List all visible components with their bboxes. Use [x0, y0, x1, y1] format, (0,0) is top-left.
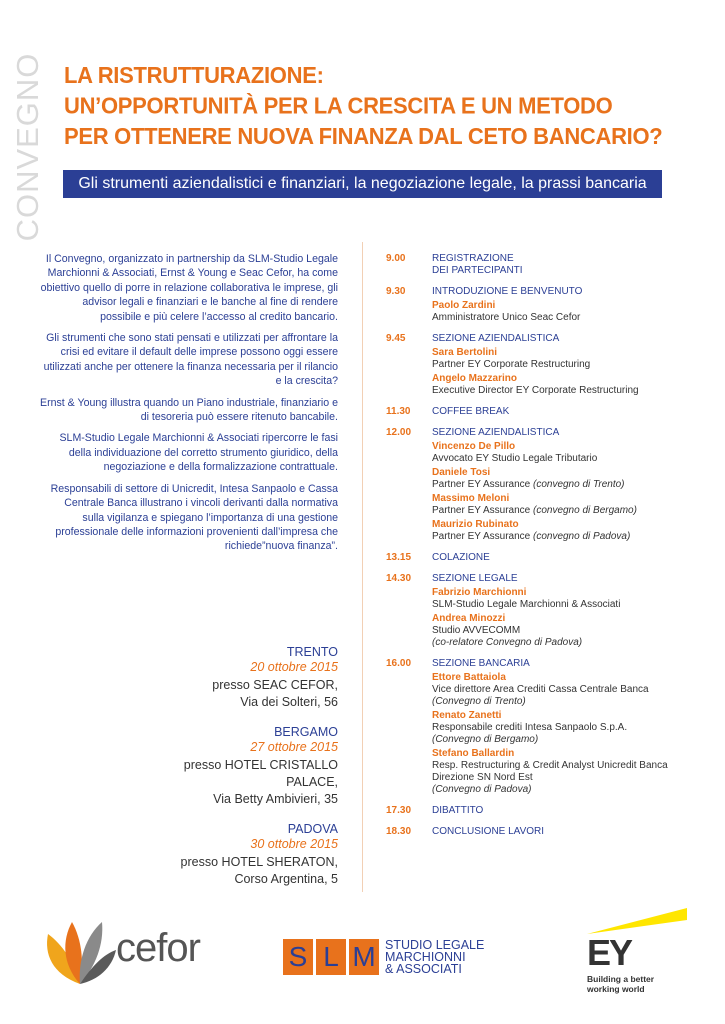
event-address: Via dei Solteri, 56	[240, 695, 338, 709]
speaker-role: Vice direttore Area Crediti Cassa Centrale Banca	[432, 684, 649, 695]
slot-body	[432, 552, 716, 564]
slot-heading: REGISTRAZIONE DEI PARTECIPANTI	[432, 253, 523, 276]
program-slot	[386, 552, 716, 564]
slot-heading: SEZIONE LEGALE	[432, 573, 518, 584]
speaker	[432, 441, 716, 465]
column-divider	[362, 242, 363, 892]
program-slot	[386, 333, 716, 397]
slot-time: 9.00	[386, 253, 406, 264]
ey-tagline-line: Building a better	[587, 974, 655, 984]
slm-letter-s: S	[283, 939, 313, 975]
subtitle-banner: Gli strumenti aziendalistici e finanziari, la negoziazione legale, la prassi bancaria	[63, 170, 662, 198]
speaker-role: Responsabile crediti Intesa Sanpaolo S.p.A.	[432, 722, 628, 733]
slot-time: 18.30	[386, 826, 412, 837]
event-bergamo	[140, 725, 338, 808]
slm-name	[385, 939, 484, 975]
speaker	[432, 748, 716, 796]
slot-heading: DIBATTITO	[432, 805, 484, 816]
slot-heading: INTRODUZIONE E BENVENUTO	[432, 286, 583, 297]
program-slot	[386, 406, 716, 418]
slm-letter-l: L	[316, 939, 346, 975]
speaker	[432, 467, 716, 491]
intro-paragraph: SLM-Studio Legale Marchionni & Associati ripercorre le fasi della individuazione del corretto strumento giuridico, della negoziazione e della formalizzazione contrattuale.	[59, 432, 338, 474]
speaker-name: Stefano Ballardin	[432, 748, 515, 759]
ey-tagline-line: working world	[587, 984, 645, 994]
event-date: 20 ottobre 2015	[250, 660, 338, 674]
speaker	[432, 710, 716, 746]
speaker-role-text: Partner EY Assurance	[432, 531, 531, 542]
event-list	[140, 645, 338, 902]
slm-logo	[283, 939, 484, 975]
speaker-name: Paolo Zardini	[432, 300, 496, 311]
event-city: PADOVA	[287, 822, 338, 836]
slot-time: 16.00	[386, 658, 412, 669]
slot-body	[432, 333, 716, 397]
speaker-role: Resp. Restructuring & Credit Analyst Unicredit Banca Direzione SN Nord Est	[432, 760, 668, 783]
slot-body	[432, 286, 716, 324]
event-date: 30 ottobre 2015	[250, 837, 338, 851]
intro-text	[40, 252, 338, 561]
event-venue: presso HOTEL CRISTALLO PALACE,	[183, 758, 338, 789]
ey-mark: EY	[587, 932, 632, 973]
speaker-name: Maurizio Rubinato	[432, 519, 519, 530]
event-venue: presso SEAC CEFOR,	[212, 678, 338, 692]
title-line: LA RISTRUTTURAZIONE:	[64, 61, 324, 89]
speaker-name: Ettore Battaiola	[432, 672, 506, 683]
intro-paragraph: Ernst & Young illustra quando un Piano industriale, finanziario e di tesoreria può essere ritenuto bancabile.	[40, 396, 339, 424]
slm-text-line: MARCHIONNI	[385, 950, 466, 964]
slm-text-line: & ASSOCIATI	[385, 962, 462, 976]
intro-paragraph: Gli strumenti che sono stati pensati e utilizzati per affrontare la crisi ed evitare il default delle imprese possono oggi essere utilizzati anche per ottenere la finanza necessaria per il rilancio e la crescita?	[43, 332, 338, 388]
speaker-name: Renato Zanetti	[432, 710, 502, 721]
speaker-role: Partner EY Corporate Restructuring	[432, 359, 591, 370]
event-city: BERGAMO	[274, 725, 338, 739]
speaker-note: (Convegno di Bergamo)	[432, 734, 539, 745]
slm-letter-m: M	[349, 939, 379, 975]
speaker-name: Sara Bertolini	[432, 347, 498, 358]
program-slot	[386, 658, 716, 796]
speaker	[432, 347, 716, 371]
speaker-role: Avvocato EY Studio Legale Tributario	[432, 453, 598, 464]
page-title	[64, 60, 704, 151]
speaker-note: (Convegno di Trento)	[432, 696, 526, 707]
slot-heading: SEZIONE AZIENDALISTICA	[432, 333, 560, 344]
speaker	[432, 587, 716, 611]
program-slot	[386, 427, 716, 543]
slot-heading: COLAZIONE	[432, 552, 490, 563]
program-slot	[386, 253, 716, 277]
speaker-name: Massimo Meloni	[432, 493, 510, 504]
slot-time: 9.30	[386, 286, 406, 297]
slot-body	[432, 406, 716, 418]
side-label: CONVEGNO	[10, 52, 45, 242]
speaker-role-text: Partner EY Assurance	[432, 479, 531, 490]
event-city: TRENTO	[286, 645, 338, 659]
event-trento	[140, 645, 338, 711]
slot-heading: SEZIONE BANCARIA	[432, 658, 530, 669]
slot-body	[432, 427, 716, 543]
title-line: PER OTTENERE NUOVA FINANZA DAL CETO BANCARIO?	[64, 122, 663, 150]
speaker-role: SLM-Studio Legale Marchionni & Associati	[432, 599, 621, 610]
speaker-note: (convegno di Padova)	[532, 531, 631, 542]
event-padova	[140, 822, 338, 888]
intro-paragraph: Il Convegno, organizzato in partnership da SLM-Studio Legale Marchionni & Associati, Ernst & Young e Seac Cefor, ha come obiettivo quello di porre in relazione collaborativa le imprese, gli advisor legali e finanziari e le banche al fine di rendere possibile e più celere l’accesso al credito bancario.	[40, 253, 338, 323]
speaker-note: (co-relatore Convegno di Padova)	[432, 637, 583, 648]
speaker	[432, 519, 716, 543]
program-slot	[386, 826, 716, 838]
ey-logo	[583, 906, 693, 996]
speaker	[432, 373, 716, 397]
cefor-wordmark: cefor	[116, 926, 200, 970]
slot-body	[432, 658, 716, 796]
speaker-role: Studio AVVECOMM	[432, 625, 521, 636]
speaker-name: Vincenzo De Pillo	[432, 441, 516, 452]
speaker-role	[432, 479, 716, 491]
slot-time: 12.00	[386, 427, 412, 438]
slot-time: 14.30	[386, 573, 412, 584]
speaker-name: Fabrizio Marchionni	[432, 587, 527, 598]
event-address: Via Betty Ambivieri, 35	[213, 792, 338, 806]
slot-heading: SEZIONE AZIENDALISTICA	[432, 427, 560, 438]
program-slot	[386, 805, 716, 817]
slot-heading: COFFEE BREAK	[432, 406, 510, 417]
program-slot	[386, 573, 716, 649]
event-venue: presso HOTEL SHERATON,	[180, 855, 338, 869]
slot-body	[432, 253, 716, 277]
slot-body	[432, 805, 716, 817]
ey-tagline	[587, 974, 654, 994]
speaker-note: (Convegno di Padova)	[432, 784, 532, 795]
speaker-role: Amministratore Unico Seac Cefor	[432, 312, 581, 323]
slot-time: 17.30	[386, 805, 412, 816]
slot-heading: CONCLUSIONE LAVORI	[432, 826, 545, 837]
cefor-logo	[42, 914, 212, 986]
slot-body	[432, 573, 716, 649]
speaker-name: Andrea Minozzi	[432, 613, 506, 624]
speaker-role	[432, 531, 716, 543]
program-schedule	[386, 253, 716, 847]
speaker-role	[432, 505, 716, 517]
slm-text-line: STUDIO LEGALE	[385, 938, 485, 952]
title-line: UN’OPPORTUNITÀ PER LA CRESCITA E UN METODO	[64, 92, 613, 119]
slot-time: 11.30	[386, 406, 411, 417]
speaker	[432, 300, 716, 324]
slot-body	[432, 826, 716, 838]
speaker	[432, 672, 716, 708]
speaker-note: (convegno di Bergamo)	[532, 505, 637, 516]
speaker-note: (convegno di Trento)	[532, 479, 625, 490]
slot-time: 13.15	[386, 552, 412, 563]
event-address: Corso Argentina, 5	[234, 872, 338, 886]
speaker-role: Executive Director EY Corporate Restructuring	[432, 385, 639, 396]
program-slot	[386, 286, 716, 324]
speaker	[432, 613, 716, 649]
speaker-role-text: Partner EY Assurance	[432, 505, 531, 516]
slot-time: 9.45	[386, 333, 406, 344]
intro-paragraph: Responsabili di settore di Unicredit, Intesa Sanpaolo e Cassa Centrale Banca illustrano i vincoli derivanti dalla normativa sulla vigilanza e spiegano l’importanza di una gestione professionale delle informazioni provenienti dall’impresa che richiede”nuova finanza”.	[50, 482, 338, 553]
speaker	[432, 493, 716, 517]
cefor-petals-icon	[42, 914, 118, 986]
event-date: 27 ottobre 2015	[250, 740, 338, 754]
speaker-name: Angelo Mazzarino	[432, 373, 518, 384]
speaker-name: Daniele Tosi	[432, 467, 491, 478]
